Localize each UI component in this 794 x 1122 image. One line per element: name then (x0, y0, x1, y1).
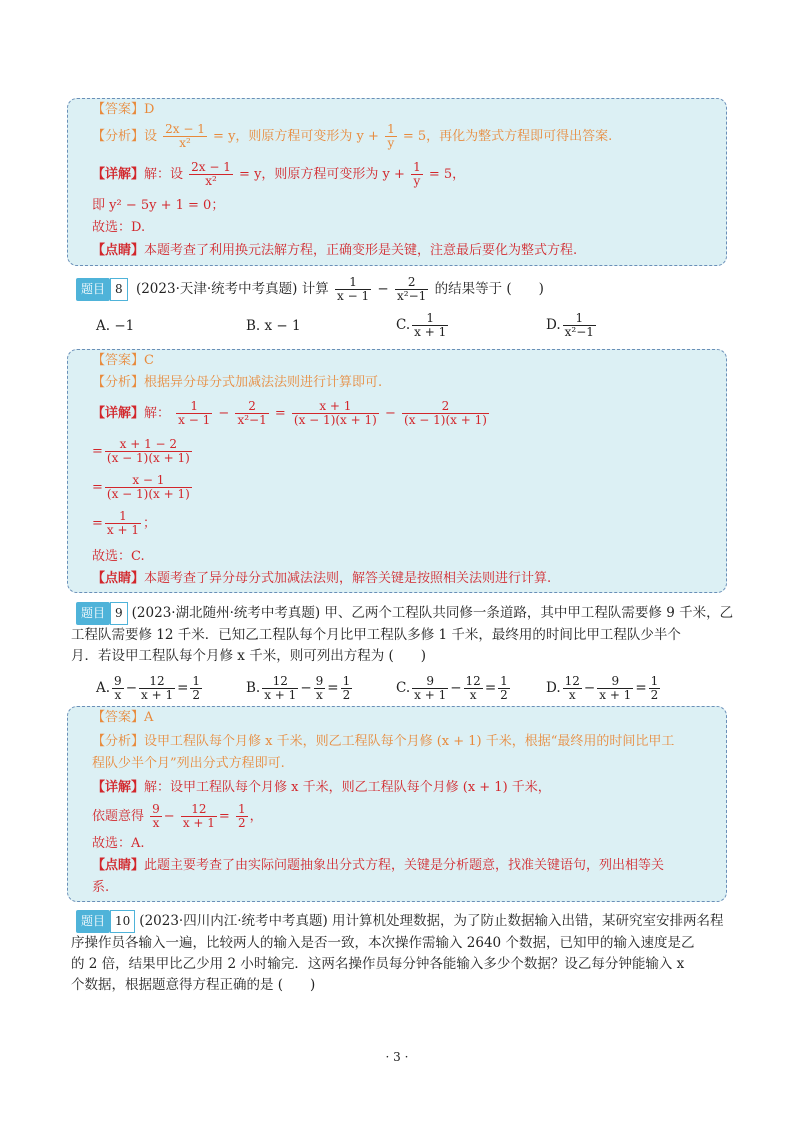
question-label: 题目 (76, 278, 110, 301)
comment-line: 系. (92, 880, 110, 895)
option-c[interactable]: C. $\frac{1}{x + 1}$ (396, 311, 447, 339)
equation-line: 即 y² − 5y + 1 = 0； (92, 198, 225, 213)
analysis-line: 【分析】设甲工程队每个月修 x 千米，则乙工程队每个月修 (x + 1) 千米，根据“最终用的时间比甲工 (92, 734, 675, 749)
question-line: 工程队需要修 12 千米．已知乙工程队每个月比甲工程队多修 1 千米，最终用的时间比甲工程队少半个 (71, 627, 681, 643)
question-number: 10 (110, 910, 135, 933)
option-a[interactable]: A. −1 (96, 318, 135, 334)
detail-line: 【详解】解：设 $\frac{2x - 1}{\text{x²}}$ = y，则原方程可变形为 y + $\frac{1}{y}$ = 5， (92, 160, 466, 188)
question-number: 9 (110, 602, 128, 625)
analysis-line: 【分析】根据异分母分式加减法法则进行计算即可. (92, 375, 383, 390)
choice-line: 故选：C. (92, 549, 145, 564)
question-line: 个数据，根据题意得方程正确的是 ( ) (71, 977, 316, 993)
answer-box-q7 (67, 98, 727, 266)
question-label: 题目 (76, 602, 110, 625)
answer-line: 【答案】C (92, 353, 154, 368)
option-d[interactable]: D. $\frac{1}{\text{x²−1}}$ (546, 311, 594, 339)
question-label: 题目 (76, 910, 110, 933)
question-line: 题目 9 (2023·湖北随州·统考中考真题) 甲、乙两个工程队共同修一条道路，其中甲工程队需要修 9 千米，乙 (76, 602, 736, 625)
question-line: 的 2 倍，结果甲比乙少用 2 小时输完．这两名操作员每分钟各能输入多少个数据？设乙每分钟能输入 x (71, 956, 685, 972)
question-number: 8 (110, 278, 128, 301)
question-9 (71, 602, 736, 667)
step-line: = $\frac{x + 1 - 2}{(x - 1)(x + 1)}$ (92, 437, 190, 465)
fraction: $\frac{2x - 1}{\text{x²}}$ (165, 122, 205, 150)
answer-box-q8 (67, 349, 727, 593)
analysis-line: 程队少半个月”列出分式方程即可. (92, 756, 285, 771)
question-10 (71, 910, 736, 996)
fraction: $\frac{1}{y}$ (413, 160, 421, 188)
analysis-line: 【分析】设 $\frac{2x - 1}{\text{x²}}$ = y，则原方程可变形为 y + $\frac{1}{y}$ = 5，再化为整式方程即可得出答案. (92, 122, 613, 150)
step-line: = $\frac{x - 1}{(x - 1)(x + 1)}$ (92, 473, 190, 501)
question-line: 月．若设甲工程队每个月修 x 千米，则可列出方程为 ( ) (71, 648, 427, 664)
equation-line: 依题意得 $\frac{9}{x}$ − $\frac{12}{x + 1}$ = $\frac{1}{2}$ ， (92, 802, 263, 830)
answer-line: 【答案】A (92, 710, 154, 725)
fraction: $\frac{2x - 1}{\text{x²}}$ (191, 160, 231, 188)
fraction: $\frac{2}{\text{x²−1}}$ (397, 275, 427, 303)
detail-line: 【详解】解：设甲工程队每个月修 x 千米，则乙工程队每个月修 (x + 1) 千米， (92, 780, 551, 795)
fraction: $\frac{1}{x - 1}$ (337, 275, 370, 303)
choice-line: 故选：D. (92, 220, 146, 235)
option-b[interactable]: B. $\frac{12}{x + 1}$ − $\frac{9}{x}$ = $\frac{1}{2}$ (246, 674, 351, 702)
comment-line: 【点睛】本题考查了异分母分式加减法法则，解答关键是按照相关法则进行计算. (92, 571, 552, 586)
answer-box-q9 (67, 706, 727, 902)
option-a[interactable]: A. $\frac{9}{x}$ − $\frac{12}{x + 1}$ = $\frac{1}{2}$ (96, 674, 201, 702)
question-line: 序操作员各输入一遍，比较两人的输入是否一致，本次操作需输入 2640 个数据，已知甲的输入速度是乙 (71, 935, 695, 951)
comment-line: 【点睛】本题考查了利用换元法解方程，正确变形是关键，注意最后要化为整式方程. (92, 243, 578, 258)
option-c[interactable]: C. $\frac{9}{x + 1}$ − $\frac{12}{x}$ = $\frac{1}{2}$ (396, 674, 508, 702)
comment-line: 【点睛】此题主要考查了由实际问题抽象出分式方程，关键是分析题意，找准关键语句，列出相等关 (92, 858, 665, 873)
answer-line: 【答案】D (92, 102, 155, 117)
fraction: $\frac{1}{y}$ (387, 122, 395, 150)
question-line: 题目 10 (2023·四川内江·统考中考真题) 用计算机处理数据，为了防止数据输入出错，某研究室安排两名程 (76, 910, 736, 933)
step-line: = $\frac{1}{x + 1}$ ； (92, 509, 157, 537)
page-number: · 3 · (385, 1050, 409, 1064)
detail-line: 【详解】解： $\frac{1}{x - 1}$ − $\frac{2}{\text{x²−1}}$ = $\frac{x + 1}{(x - 1)(x + 1)}$ − $\frac{2}{(x - 1)(x + 1)}$ (92, 399, 487, 427)
option-d[interactable]: D. $\frac{12}{x}$ − $\frac{9}{x + 1}$ = $\frac{1}{2}$ (546, 674, 659, 702)
question-8: 题目 8 (2023·天津·统考中考真题) 计算 $\frac{1}{x - 1}$ − $\frac{2}{\text{x²−1}}$ 的结果等于 ( ) (76, 276, 736, 303)
choice-line: 故选：A. (92, 836, 145, 851)
option-b[interactable]: B. x − 1 (246, 318, 301, 334)
